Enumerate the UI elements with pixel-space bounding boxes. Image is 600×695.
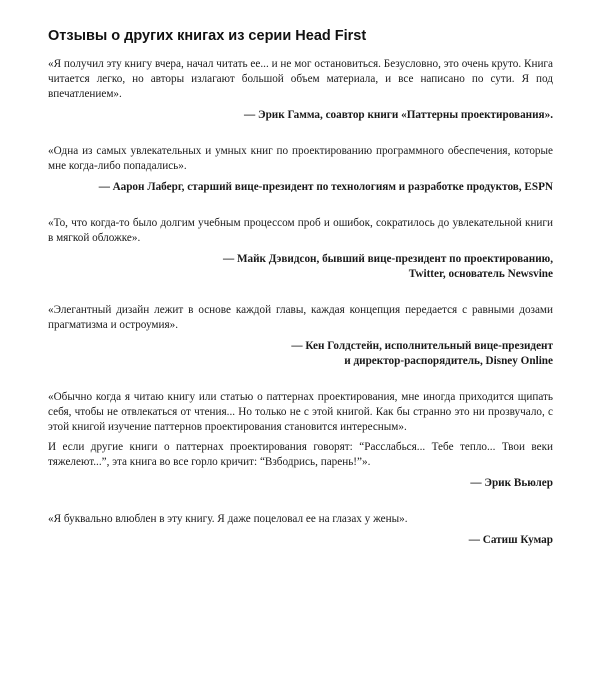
review-quote-continued: И если другие книги о паттернах проектирования говорят: “Расслабься... Тебе тепло... Твои веки тяжелеют...”, эта книга во все горло кричит: “Взбодрись, парень!”». [48, 441, 553, 468]
author-line: — Майк Дэвидсон, бывший вице-президент по проектированию, [222, 253, 553, 265]
review-author [48, 476, 553, 491]
review-laberg [48, 144, 553, 195]
review-quote: «Элегантный дизайн лежит в основе каждой главы, каждая концепция передается с равными дозами прагматизма и остроумия». [48, 304, 553, 331]
author-line: — Сатиш Кумар [468, 534, 553, 546]
page-content [48, 27, 553, 569]
review-goldstein [48, 303, 553, 369]
review-quote: «Одна из самых увлекательных и умных книг по проектированию программного обеспечения, которые мне когда-либо попадались». [48, 145, 553, 172]
review-gamma [48, 57, 553, 123]
review-wuehler [48, 390, 553, 491]
review-quote: «То, что когда-то было долгим учебным процессом проб и ошибок, сократилось до увлекательной книги в мягкой обложке». [48, 217, 553, 244]
author-line: — Эрик Гамма, соавтор книги «Паттерны проектирования». [244, 109, 553, 121]
review-quote: «Я получил эту книгу вчера, начал читать ее... и не мог остановиться. Безусловно, это очень круто. Книга читается легко, но авторы излагают большой объем материала, и все написано по сути. Я под впечатлением». [48, 58, 553, 100]
review-author [48, 252, 553, 282]
author-line: — Аарон Лаберг, старший вице-президент по технологиям и разработке продуктов, ESPN [98, 181, 553, 193]
review-author [48, 108, 553, 123]
review-davidson [48, 216, 553, 282]
author-line: — Эрик Вьюлер [470, 477, 553, 489]
review-kumar [48, 512, 553, 548]
review-author [48, 339, 553, 369]
page-title: Отзывы о других книгах из серии Head First [48, 28, 367, 44]
review-author [48, 533, 553, 548]
review-quote: «Обычно когда я читаю книгу или статью о паттернах проектирования, мне иногда приходится щипать себя, чтобы не отвлекаться от чтения... Но только не с этой книгой. Как бы странно это ни прозвучало, с этой книгой изучение паттернов проектирования становится интересным». [48, 391, 553, 433]
author-line: Twitter, основатель Newsvine [408, 268, 553, 280]
author-line: — Кен Голдстейн, исполнительный вице-президент [291, 340, 553, 352]
review-author [48, 180, 553, 195]
review-quote: «Я буквально влюблен в эту книгу. Я даже поцеловал ее на глазах у жены». [48, 513, 408, 525]
author-line: и директор-распорядитель, Disney Online [344, 355, 553, 367]
